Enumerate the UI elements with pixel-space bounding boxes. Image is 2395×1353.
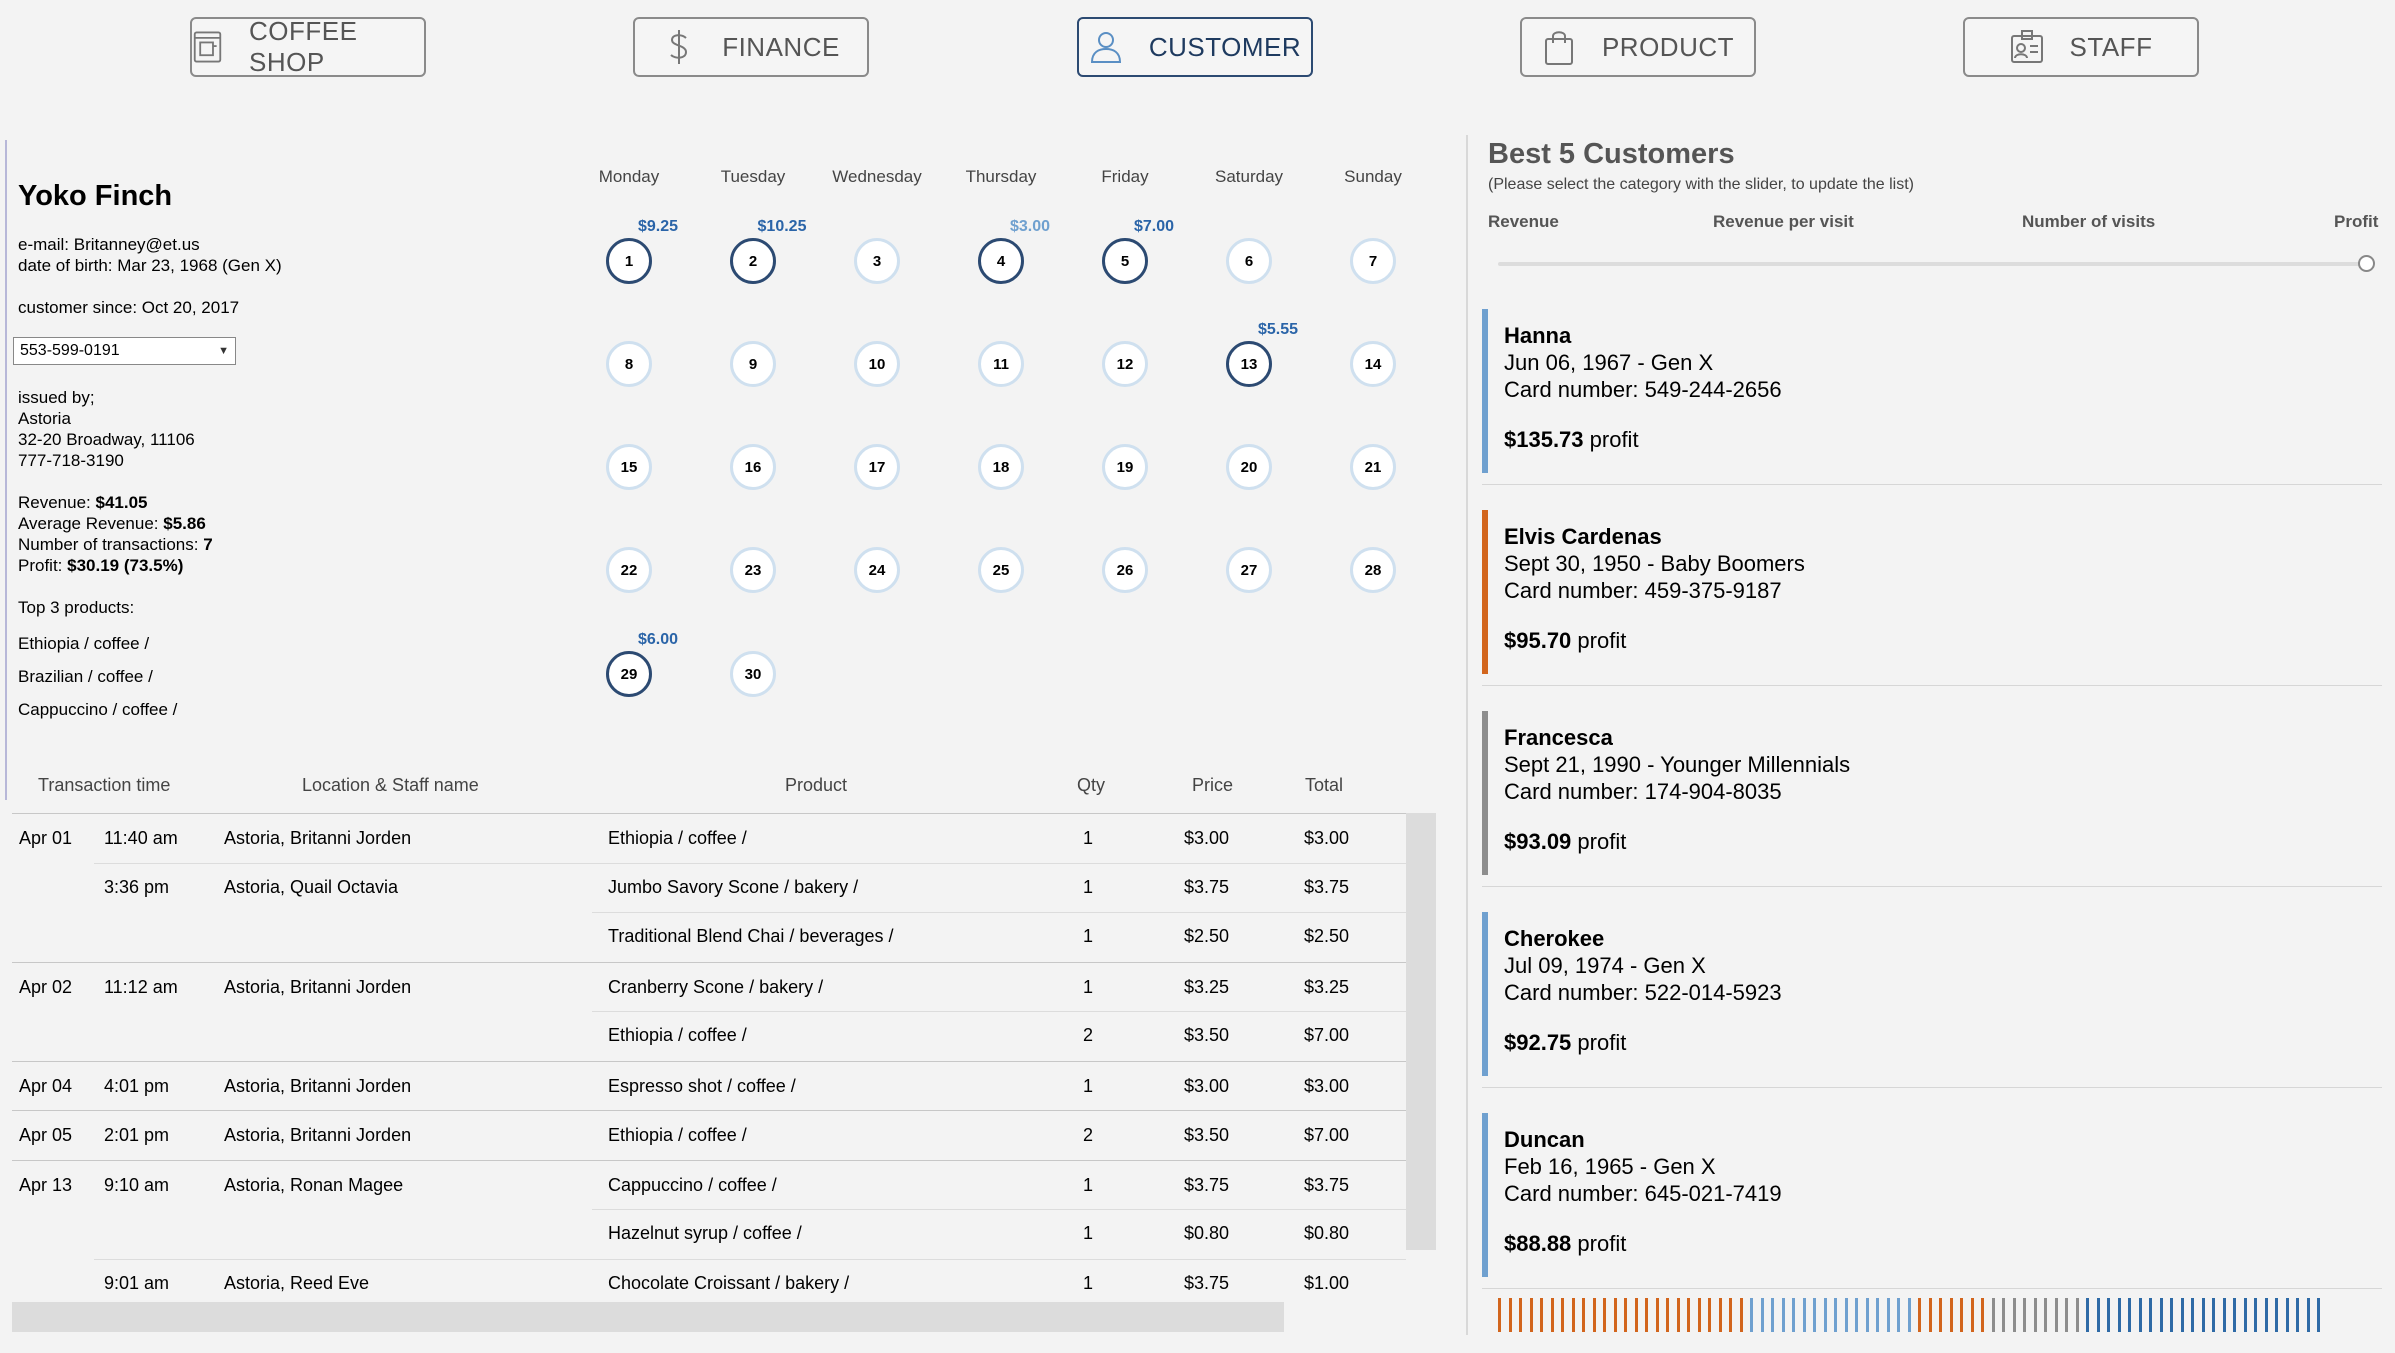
customer-color-bar (1482, 912, 1488, 1076)
calendar-day[interactable]: 6 (1226, 238, 1272, 284)
distribution-tick (1540, 1298, 1543, 1332)
table-row[interactable] (12, 962, 1406, 1011)
calendar-day[interactable]: 28 (1350, 547, 1396, 593)
calendar-day[interactable]: 3 (854, 238, 900, 284)
header-location-staff: Location & Staff name (302, 775, 479, 795)
avg-revenue-line: Average Revenue: $5.86 (18, 514, 206, 533)
cell-price: $3.75 (1184, 1174, 1230, 1195)
cell-qty: 2 (1083, 1125, 1094, 1145)
cell-total: $3.75 (1304, 1174, 1350, 1195)
customer-panel-border (5, 140, 7, 800)
cell-total: $7.00 (1304, 1025, 1350, 1045)
customer-email: e-mail: Britanney@et.us (18, 235, 200, 254)
best-customer-profit: $92.75 profit (1504, 1030, 1627, 1055)
cell-location-staff: Astoria, Britanni Jorden (224, 976, 412, 997)
distribution-tick (2013, 1298, 2016, 1332)
distribution-tick (1750, 1298, 1753, 1332)
issued-label: issued by; (18, 388, 95, 407)
cell-qty: 1 (1083, 1272, 1094, 1293)
distribution-tick (1551, 1298, 1554, 1332)
cell-price: $3.50 (1184, 1125, 1230, 1145)
row-divider (592, 1209, 1406, 1210)
top-product-1: Ethiopia / coffee / (18, 634, 150, 653)
calendar-day[interactable]: 5 (1102, 238, 1148, 284)
calendar-day[interactable]: 8 (606, 341, 652, 387)
calendar-day[interactable]: 23 (730, 547, 776, 593)
distribution-tick (2275, 1298, 2278, 1332)
slider-label-profit[interactable]: Profit (2334, 212, 2379, 231)
cell-product: Ethiopia / coffee / (608, 1025, 747, 1045)
calendar-day[interactable]: 13 (1226, 341, 1272, 387)
distribution-tick (1582, 1298, 1585, 1332)
distribution-tick (2076, 1298, 2079, 1332)
distribution-tick (1656, 1298, 1659, 1332)
header-total: Total (1305, 775, 1344, 795)
cell-price: $2.50 (1184, 926, 1230, 946)
customer-name: Yoko Finch (18, 180, 173, 212)
customer-distribution-ticks (1498, 1298, 2378, 1332)
best-customers-title: Best 5 Customers (1488, 138, 1735, 170)
distribution-tick (1614, 1298, 1617, 1332)
nav-customer-button[interactable] (1077, 17, 1313, 77)
table-row[interactable] (12, 1259, 1406, 1301)
distribution-tick (1530, 1298, 1533, 1332)
distribution-tick (2160, 1298, 2163, 1332)
cell-product: Cappuccino / coffee / (608, 1174, 777, 1195)
cell-qty: 2 (1083, 1025, 1094, 1045)
calendar-day[interactable]: 26 (1102, 547, 1148, 593)
cell-total: $1.00 (1304, 1272, 1350, 1293)
distribution-tick (1960, 1298, 1963, 1332)
cell-location-staff: Astoria, Britanni Jorden (224, 828, 412, 848)
cell-price: $3.25 (1184, 976, 1230, 997)
cell-time: 3:36 pm (104, 876, 170, 897)
cell-total: $2.50 (1304, 926, 1350, 946)
distribution-tick (1992, 1298, 1995, 1332)
best-customer-card[interactable] (1482, 908, 2382, 1088)
calendar-day[interactable]: 29 (606, 651, 652, 697)
right-panel-divider (1466, 135, 1468, 1335)
row-divider (592, 1011, 1406, 1012)
distribution-tick (1939, 1298, 1942, 1332)
best-customer-card-number: Card number: 522-014-5923 (1504, 980, 1782, 1005)
distribution-tick (2265, 1298, 2268, 1332)
cell-total: $3.00 (1304, 1075, 1350, 1096)
nav-staff-button[interactable] (1963, 17, 2199, 77)
distribution-tick (1677, 1298, 1680, 1332)
nav-product-label: PRODUCT (1601, 31, 1735, 62)
distribution-tick (1635, 1298, 1638, 1332)
distribution-tick (1834, 1298, 1837, 1332)
calendar-day-amount: $7.00 (1133, 218, 1175, 235)
nav-finance-label: FINANCE (722, 31, 840, 62)
distribution-tick (1509, 1298, 1512, 1332)
cell-time: 9:01 am (104, 1272, 170, 1293)
table-row[interactable] (12, 912, 1406, 961)
distribution-tick (2107, 1298, 2110, 1332)
cell-location-staff: Astoria, Reed Eve (224, 1272, 370, 1293)
issued-store: Astoria (18, 409, 71, 428)
transactions-table (12, 813, 1406, 1300)
distribution-tick (2086, 1298, 2089, 1332)
nav-product-button[interactable] (1520, 17, 1756, 77)
cell-product: Ethiopia / coffee / (608, 1125, 747, 1145)
table-row[interactable] (12, 863, 1406, 912)
row-divider (94, 1259, 1406, 1260)
avg-revenue-value: $5.86 (163, 514, 206, 533)
customer-color-bar (1482, 309, 1488, 473)
profit-value: $30.19 (73.5%) (67, 556, 184, 575)
cell-qty: 1 (1083, 828, 1094, 848)
distribution-tick (1761, 1298, 1764, 1332)
table-horizontal-scrollbar[interactable] (12, 1302, 1284, 1332)
weekday-header: Thursday (965, 167, 1037, 186)
distribution-tick (1897, 1298, 1900, 1332)
distribution-tick (2202, 1298, 2205, 1332)
best-customer-dob: Jul 09, 1974 - Gen X (1504, 953, 1706, 978)
profit-line: Profit: $30.19 (73.5%) (18, 556, 184, 575)
row-divider (592, 912, 1406, 913)
calendar-day[interactable]: 4 (978, 238, 1024, 284)
distribution-tick (1981, 1298, 1984, 1332)
distribution-tick (2191, 1298, 2194, 1332)
best-customer-dob: Sept 30, 1950 - Baby Boomers (1504, 551, 1805, 576)
distribution-tick (1666, 1298, 1669, 1332)
user-icon (1089, 28, 1123, 66)
customer-color-bar (1482, 1113, 1488, 1277)
distribution-tick (2307, 1298, 2310, 1332)
cell-location-staff: Astoria, Britanni Jorden (224, 1125, 412, 1145)
distribution-tick (2233, 1298, 2236, 1332)
distribution-tick (2317, 1298, 2320, 1332)
distribution-tick (2181, 1298, 2184, 1332)
best-customer-profit: $95.70 profit (1504, 628, 1627, 653)
cell-time: 2:01 pm (104, 1125, 170, 1145)
distribution-tick (1771, 1298, 1774, 1332)
table-row[interactable] (12, 1209, 1406, 1258)
cell-time: 4:01 pm (104, 1075, 170, 1096)
table-row[interactable] (12, 813, 1406, 862)
cell-product: Chocolate Croissant / bakery / (608, 1272, 850, 1293)
calendar-day[interactable]: 21 (1350, 444, 1396, 490)
distribution-tick (2170, 1298, 2173, 1332)
best-customer-card-number: Card number: 645-021-7419 (1504, 1181, 1782, 1206)
best-customer-card[interactable] (1482, 305, 2382, 485)
cell-total: $0.80 (1304, 1223, 1350, 1243)
weekday-header: Sunday (1344, 167, 1402, 186)
best-customer-name: Francesca (1504, 725, 1613, 750)
distribution-tick (1918, 1298, 1921, 1332)
distribution-tick (2023, 1298, 2026, 1332)
cell-total: $3.75 (1304, 876, 1350, 897)
cell-product: Ethiopia / coffee / (608, 828, 747, 848)
calendar-day[interactable]: 16 (730, 444, 776, 490)
nav-finance-button[interactable] (633, 17, 869, 77)
cell-date: Apr 05 (19, 1125, 73, 1145)
slider-label-number-of-visits[interactable]: Number of visits (2022, 212, 2156, 231)
calendar-day-amount: $10.25 (757, 218, 807, 235)
distribution-tick (2296, 1298, 2299, 1332)
cell-product: Espresso shot / coffee / (608, 1075, 796, 1096)
calendar-day[interactable]: 7 (1350, 238, 1396, 284)
calendar-day[interactable]: 20 (1226, 444, 1272, 490)
distribution-tick (2212, 1298, 2215, 1332)
calendar-day[interactable]: 19 (1102, 444, 1148, 490)
calendar-day-amount: $9.25 (637, 218, 679, 235)
distribution-tick (2223, 1298, 2226, 1332)
cell-date: Apr 04 (19, 1075, 73, 1096)
distribution-tick (1929, 1298, 1932, 1332)
cell-total: $3.25 (1304, 976, 1350, 997)
cell-time: 9:10 am (104, 1174, 170, 1195)
weekday-header: Saturday (1214, 167, 1284, 186)
distribution-tick (2034, 1298, 2037, 1332)
dollar-icon (662, 28, 696, 66)
distribution-tick (2286, 1298, 2289, 1332)
calendar-day-amount: $5.55 (1257, 321, 1299, 338)
revenue-line: Revenue: $41.05 (18, 493, 148, 512)
best-customer-profit: $93.09 profit (1504, 829, 1627, 854)
cell-total: $7.00 (1304, 1125, 1350, 1145)
best-customer-name: Duncan (1504, 1127, 1585, 1152)
distribution-tick (1603, 1298, 1606, 1332)
table-row[interactable] (12, 1110, 1406, 1159)
cell-qty: 1 (1083, 1174, 1094, 1195)
cell-price: $3.75 (1184, 876, 1230, 897)
cell-qty: 1 (1083, 926, 1094, 946)
cell-qty: 1 (1083, 1223, 1094, 1243)
card-number-select[interactable] (13, 337, 236, 365)
calendar-day-amount: $6.00 (637, 631, 679, 648)
distribution-tick (1803, 1298, 1806, 1332)
best-customer-card[interactable] (1482, 506, 2382, 686)
distribution-tick (2128, 1298, 2131, 1332)
distribution-tick (1855, 1298, 1858, 1332)
header-price: Price (1192, 775, 1234, 795)
cell-date: Apr 02 (19, 976, 73, 997)
card-number-value: 553-599-0191 (20, 342, 120, 359)
weekday-header: Wednesday (832, 167, 922, 186)
distribution-tick (2097, 1298, 2100, 1332)
calendar-day[interactable]: 18 (978, 444, 1024, 490)
distribution-tick (1887, 1298, 1890, 1332)
calendar-day[interactable]: 30 (730, 651, 776, 697)
slider-label-revenue[interactable]: Revenue (1488, 212, 1559, 231)
distribution-tick (2065, 1298, 2068, 1332)
calendar-day[interactable]: 9 (730, 341, 776, 387)
calendar-day[interactable]: 1 (606, 238, 652, 284)
best-customer-dob: Jun 06, 1967 - Gen X (1504, 350, 1714, 375)
best-customer-name: Elvis Cardenas (1504, 524, 1662, 549)
distribution-tick (1908, 1298, 1911, 1332)
category-slider-thumb[interactable] (2358, 255, 2375, 272)
transactions-line: Number of transactions: 7 (18, 535, 213, 554)
nav-coffee-shop-button[interactable] (190, 17, 426, 77)
distribution-tick (1645, 1298, 1648, 1332)
best-customer-name: Hanna (1504, 323, 1572, 348)
distribution-tick (1593, 1298, 1596, 1332)
distribution-tick (1740, 1298, 1743, 1332)
best-customer-name: Cherokee (1504, 926, 1605, 951)
distribution-tick (1708, 1298, 1711, 1332)
distribution-tick (2055, 1298, 2058, 1332)
best-customers-subtitle: (Please select the category with the slider, to update the list) (1488, 176, 1915, 193)
calendar-day[interactable]: 24 (854, 547, 900, 593)
cell-date: Apr 01 (19, 828, 73, 848)
cell-time: 11:40 am (104, 828, 178, 848)
cell-product: Hazelnut syrup / coffee / (608, 1223, 802, 1243)
calendar-day[interactable]: 10 (854, 341, 900, 387)
calendar-day[interactable]: 17 (854, 444, 900, 490)
cell-location-staff: Astoria, Ronan Magee (224, 1174, 404, 1195)
table-row[interactable] (12, 1011, 1406, 1060)
cell-product: Cranberry Scone / bakery / (608, 976, 824, 997)
cell-price: $3.50 (1184, 1025, 1230, 1045)
best-customer-card-number: Card number: 459-375-9187 (1504, 578, 1782, 603)
distribution-tick (1687, 1298, 1690, 1332)
distribution-tick (1572, 1298, 1575, 1332)
cell-date: Apr 13 (19, 1174, 73, 1195)
best-customer-card-number: Card number: 174-904-8035 (1504, 779, 1782, 804)
calendar-day[interactable]: 15 (606, 444, 652, 490)
table-vertical-scrollbar[interactable] (1406, 813, 1436, 1250)
distribution-tick (2139, 1298, 2142, 1332)
distribution-tick (1561, 1298, 1564, 1332)
distribution-tick (1719, 1298, 1722, 1332)
revenue-value: $41.05 (95, 493, 148, 512)
weekday-header: Monday (598, 167, 660, 186)
issued-phone: 777-718-3190 (18, 451, 124, 470)
calendar-day[interactable]: 2 (730, 238, 776, 284)
coffee-machine-icon (192, 28, 223, 66)
cell-product: Traditional Blend Chai / beverages / (608, 926, 894, 946)
distribution-tick (1729, 1298, 1732, 1332)
cell-qty: 1 (1083, 976, 1094, 997)
nav-coffee-shop-label: COFFEE SHOP (249, 16, 358, 77)
issued-address: 32-20 Broadway, 11106 (18, 430, 195, 449)
calendar-day[interactable]: 22 (606, 547, 652, 593)
cell-product: Jumbo Savory Scone / bakery / (608, 876, 859, 897)
distribution-tick (2149, 1298, 2152, 1332)
header-transaction-time: Transaction time (38, 775, 171, 795)
best-customer-card-number: Card number: 549-244-2656 (1504, 377, 1782, 402)
distribution-tick (2118, 1298, 2121, 1332)
calendar-day[interactable]: 14 (1350, 341, 1396, 387)
customer-since: customer since: Oct 20, 2017 (18, 298, 240, 317)
cell-location-staff: Astoria, Quail Octavia (224, 876, 399, 897)
distribution-tick (1498, 1298, 1501, 1332)
table-row[interactable] (12, 1061, 1406, 1110)
weekday-header: Friday (1101, 167, 1149, 186)
nav-customer-label: CUSTOMER (1148, 31, 1302, 62)
header-qty: Qty (1077, 775, 1106, 795)
distribution-tick (1519, 1298, 1522, 1332)
cell-price: $3.00 (1184, 1075, 1230, 1096)
slider-label-revenue-per-visit[interactable]: Revenue per visit (1713, 212, 1854, 231)
distribution-tick (1971, 1298, 1974, 1332)
distribution-tick (1866, 1298, 1869, 1332)
distribution-tick (1824, 1298, 1827, 1332)
chevron-down-icon: ▼ (218, 345, 229, 357)
distribution-tick (1950, 1298, 1953, 1332)
cell-total: $3.00 (1304, 828, 1350, 848)
customer-color-bar (1482, 711, 1488, 875)
distribution-tick (2254, 1298, 2257, 1332)
cell-price: $0.80 (1184, 1223, 1230, 1243)
weekday-header: Tuesday (720, 167, 786, 186)
top-product-2: Brazilian / coffee / (18, 667, 153, 686)
distribution-tick (1813, 1298, 1816, 1332)
cell-location-staff: Astoria, Britanni Jorden (224, 1075, 412, 1096)
distribution-tick (1845, 1298, 1848, 1332)
top-product-3: Cappuccino / coffee / (18, 700, 178, 719)
calendar-day[interactable]: 25 (978, 547, 1024, 593)
customer-dob: date of birth: Mar 23, 1968 (Gen X) (18, 256, 282, 275)
row-divider (94, 863, 1406, 864)
transactions-value: 7 (203, 535, 213, 554)
distribution-tick (2244, 1298, 2247, 1332)
header-product: Product (785, 775, 848, 795)
cell-qty: 1 (1083, 876, 1094, 897)
cell-price: $3.00 (1184, 828, 1230, 848)
table-row[interactable] (12, 1160, 1406, 1209)
nav-staff-label: STAFF (2069, 31, 2153, 62)
distribution-tick (1876, 1298, 1879, 1332)
id-badge-icon (2010, 28, 2044, 66)
cell-qty: 1 (1083, 1075, 1094, 1096)
distribution-tick (2002, 1298, 2005, 1332)
calendar-day[interactable]: 11 (978, 341, 1024, 387)
top-products-label: Top 3 products: (18, 598, 135, 617)
calendar-day[interactable]: 12 (1102, 341, 1148, 387)
distribution-tick (1698, 1298, 1701, 1332)
best-customer-card[interactable] (1482, 1109, 2382, 1289)
best-customer-dob: Sept 21, 1990 - Younger Millennials (1504, 752, 1851, 777)
distribution-tick (1624, 1298, 1627, 1332)
best-customer-profit: $135.73 profit (1504, 427, 1639, 452)
best-customer-dob: Feb 16, 1965 - Gen X (1504, 1154, 1716, 1179)
best-customer-profit: $88.88 profit (1504, 1231, 1627, 1256)
calendar-day-amount: $3.00 (1009, 218, 1051, 235)
cell-price: $3.75 (1184, 1272, 1230, 1293)
customer-color-bar (1482, 510, 1488, 674)
calendar-day[interactable]: 27 (1226, 547, 1272, 593)
distribution-tick (1782, 1298, 1785, 1332)
distribution-tick (1792, 1298, 1795, 1332)
distribution-tick (2044, 1298, 2047, 1332)
category-slider-track[interactable] (1498, 262, 2364, 266)
shopping-bag-icon (1542, 28, 1576, 66)
best-customer-card[interactable] (1482, 707, 2382, 887)
cell-time: 11:12 am (104, 976, 178, 997)
